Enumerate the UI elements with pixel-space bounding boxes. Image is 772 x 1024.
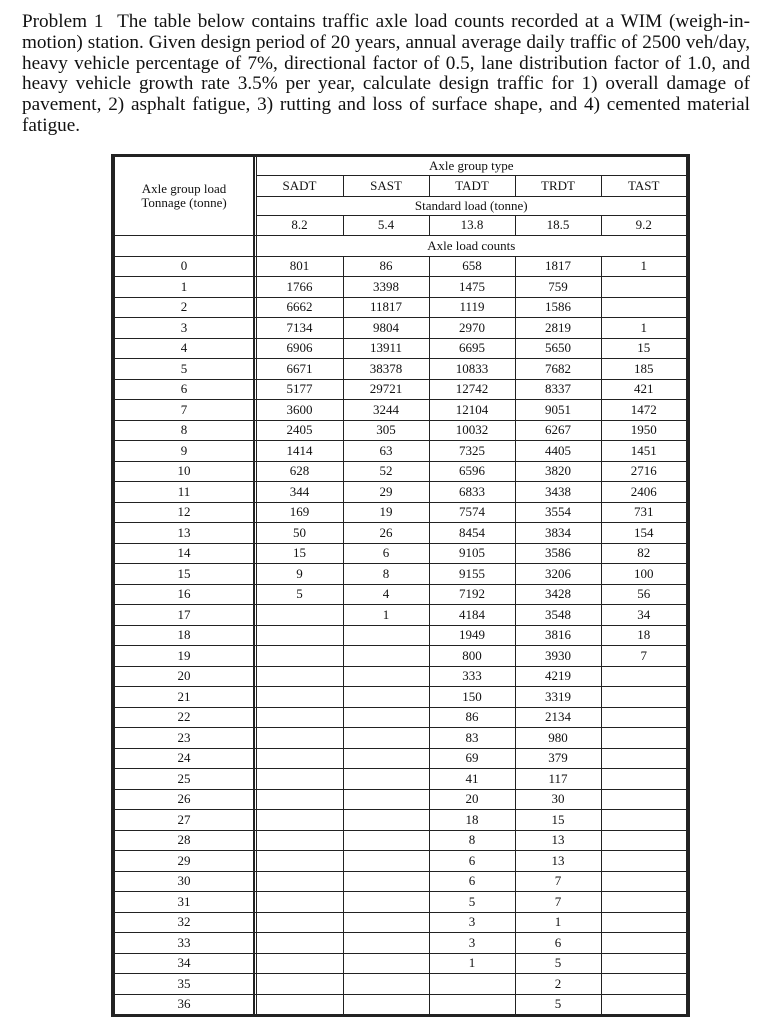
table-row — [114, 338, 687, 359]
count-cell-tadt: 8454 — [429, 523, 515, 544]
load-cell: 21 — [114, 687, 254, 708]
count-cell-trdt: 980 — [515, 728, 601, 749]
count-cell-sast: 4 — [343, 584, 429, 605]
column-header-sast: SAST — [343, 176, 429, 197]
count-cell-tadt: 6833 — [429, 482, 515, 503]
count-cell-trdt: 5 — [515, 953, 601, 974]
table-row — [114, 256, 687, 277]
count-cell-tadt: 1949 — [429, 625, 515, 646]
count-cell-sast — [343, 851, 429, 872]
count-cell-tast: 56 — [601, 584, 687, 605]
count-cell-tadt: 69 — [429, 748, 515, 769]
count-cell-tast — [601, 789, 687, 810]
count-cell-sast: 3244 — [343, 400, 429, 421]
load-cell: 9 — [114, 441, 254, 462]
load-cell: 18 — [114, 625, 254, 646]
count-cell-sadt — [256, 892, 343, 913]
count-cell-sast — [343, 748, 429, 769]
standard-load-sadt: 8.2 — [256, 215, 343, 236]
column-header-sadt: SADT — [256, 176, 343, 197]
count-cell-trdt: 2 — [515, 974, 601, 995]
empty-cell — [114, 236, 254, 257]
count-cell-tast: 421 — [601, 379, 687, 400]
count-cell-tadt: 12742 — [429, 379, 515, 400]
table-row — [114, 871, 687, 892]
count-cell-sast: 29 — [343, 482, 429, 503]
count-cell-sast: 63 — [343, 441, 429, 462]
count-cell-trdt: 3438 — [515, 482, 601, 503]
count-cell-trdt: 1 — [515, 912, 601, 933]
count-cell-tast — [601, 810, 687, 831]
count-cell-sadt: 801 — [256, 256, 343, 277]
count-cell-tast: 15 — [601, 338, 687, 359]
header-row-group-type — [114, 157, 687, 176]
count-cell-sadt — [256, 953, 343, 974]
count-cell-trdt: 30 — [515, 789, 601, 810]
count-cell-sadt: 344 — [256, 482, 343, 503]
count-cell-tadt: 7574 — [429, 502, 515, 523]
table-row — [114, 994, 687, 1015]
count-cell-trdt: 15 — [515, 810, 601, 831]
count-cell-trdt: 3206 — [515, 564, 601, 585]
count-cell-tast — [601, 871, 687, 892]
group-type-title: Axle group type — [256, 157, 687, 176]
load-cell: 29 — [114, 851, 254, 872]
count-cell-tadt: 1475 — [429, 277, 515, 298]
count-cell-trdt: 117 — [515, 769, 601, 790]
load-cell: 10 — [114, 461, 254, 482]
count-cell-trdt: 379 — [515, 748, 601, 769]
count-cell-trdt: 9051 — [515, 400, 601, 421]
table-row — [114, 953, 687, 974]
count-cell-sast: 11817 — [343, 297, 429, 318]
load-cell: 36 — [114, 994, 254, 1015]
table-row — [114, 297, 687, 318]
count-cell-tast — [601, 974, 687, 995]
count-cell-tadt: 10833 — [429, 359, 515, 380]
count-cell-sast — [343, 974, 429, 995]
load-cell: 24 — [114, 748, 254, 769]
table-row — [114, 830, 687, 851]
load-cell: 22 — [114, 707, 254, 728]
count-cell-tadt: 8 — [429, 830, 515, 851]
count-cell-trdt: 4219 — [515, 666, 601, 687]
count-cell-sadt: 9 — [256, 564, 343, 585]
table-row — [114, 789, 687, 810]
load-cell: 1 — [114, 277, 254, 298]
table-row — [114, 441, 687, 462]
count-cell-trdt: 3930 — [515, 646, 601, 667]
count-cell-trdt: 3820 — [515, 461, 601, 482]
count-cell-trdt: 13 — [515, 830, 601, 851]
problem-label: Problem 1 — [22, 11, 104, 32]
load-cell: 25 — [114, 769, 254, 790]
count-cell-trdt: 7682 — [515, 359, 601, 380]
count-cell-sadt — [256, 646, 343, 667]
count-cell-sadt: 50 — [256, 523, 343, 544]
count-cell-sadt — [256, 974, 343, 995]
standard-load-tast: 9.2 — [601, 215, 687, 236]
count-cell-tast: 154 — [601, 523, 687, 544]
load-cell: 23 — [114, 728, 254, 749]
table-row — [114, 728, 687, 749]
count-cell-tast — [601, 830, 687, 851]
count-cell-tast — [601, 728, 687, 749]
load-cell: 8 — [114, 420, 254, 441]
count-cell-sadt — [256, 707, 343, 728]
count-cell-sadt: 1414 — [256, 441, 343, 462]
table-row — [114, 666, 687, 687]
count-cell-tadt: 6596 — [429, 461, 515, 482]
count-cell-tast — [601, 769, 687, 790]
count-cell-sadt: 7134 — [256, 318, 343, 339]
table-row — [114, 277, 687, 298]
count-cell-sadt: 628 — [256, 461, 343, 482]
count-cell-tadt: 41 — [429, 769, 515, 790]
count-cell-sast: 6 — [343, 543, 429, 564]
count-cell-sast: 19 — [343, 502, 429, 523]
load-cell: 20 — [114, 666, 254, 687]
count-cell-sast — [343, 892, 429, 913]
table-row — [114, 461, 687, 482]
count-cell-tast: 82 — [601, 543, 687, 564]
load-cell: 32 — [114, 912, 254, 933]
standard-load-title: Standard load (tonne) — [256, 196, 687, 215]
table-row — [114, 892, 687, 913]
count-cell-tadt: 20 — [429, 789, 515, 810]
count-cell-trdt: 6 — [515, 933, 601, 954]
table-body — [114, 157, 687, 1015]
table-row — [114, 810, 687, 831]
table-row — [114, 912, 687, 933]
table-row — [114, 564, 687, 585]
count-cell-tadt: 7192 — [429, 584, 515, 605]
axle-load-table — [113, 156, 688, 1015]
count-cell-tadt: 4184 — [429, 605, 515, 626]
load-cell: 3 — [114, 318, 254, 339]
count-cell-sast — [343, 666, 429, 687]
count-cell-sadt — [256, 912, 343, 933]
load-cell: 34 — [114, 953, 254, 974]
count-cell-trdt: 13 — [515, 851, 601, 872]
table-row — [114, 707, 687, 728]
load-cell: 2 — [114, 297, 254, 318]
table-row — [114, 933, 687, 954]
count-cell-tast: 1 — [601, 318, 687, 339]
load-cell: 33 — [114, 933, 254, 954]
count-cell-sadt: 5 — [256, 584, 343, 605]
count-cell-tadt: 83 — [429, 728, 515, 749]
count-cell-trdt: 7 — [515, 892, 601, 913]
count-cell-tadt: 18 — [429, 810, 515, 831]
count-cell-sadt — [256, 687, 343, 708]
row-header-cell — [114, 157, 254, 236]
table-row — [114, 974, 687, 995]
count-cell-sast — [343, 687, 429, 708]
load-cell: 28 — [114, 830, 254, 851]
count-cell-tadt: 5 — [429, 892, 515, 913]
table-row — [114, 543, 687, 564]
count-cell-sast — [343, 953, 429, 974]
count-cell-sast: 13911 — [343, 338, 429, 359]
count-cell-tadt: 12104 — [429, 400, 515, 421]
count-cell-sadt — [256, 769, 343, 790]
load-cell: 7 — [114, 400, 254, 421]
load-cell: 5 — [114, 359, 254, 380]
problem-statement — [22, 12, 750, 137]
count-cell-sadt: 6662 — [256, 297, 343, 318]
count-cell-tast — [601, 994, 687, 1015]
count-cell-tast: 1451 — [601, 441, 687, 462]
count-cell-trdt: 3816 — [515, 625, 601, 646]
header-row-counts-title — [114, 236, 687, 257]
count-cell-sadt — [256, 605, 343, 626]
count-cell-tast — [601, 851, 687, 872]
count-cell-sadt — [256, 810, 343, 831]
load-cell: 4 — [114, 338, 254, 359]
count-cell-trdt: 3834 — [515, 523, 601, 544]
count-cell-sadt — [256, 789, 343, 810]
table-row — [114, 625, 687, 646]
count-cell-trdt: 2819 — [515, 318, 601, 339]
count-cell-sadt — [256, 666, 343, 687]
table-row — [114, 420, 687, 441]
counts-title: Axle load counts — [256, 236, 687, 257]
count-cell-tadt: 658 — [429, 256, 515, 277]
load-cell: 31 — [114, 892, 254, 913]
count-cell-tadt — [429, 994, 515, 1015]
load-cell: 12 — [114, 502, 254, 523]
count-cell-trdt: 1817 — [515, 256, 601, 277]
count-cell-tast: 1 — [601, 256, 687, 277]
count-cell-sast: 52 — [343, 461, 429, 482]
count-cell-sadt — [256, 933, 343, 954]
count-cell-tast — [601, 687, 687, 708]
count-cell-sast — [343, 810, 429, 831]
standard-load-tadt: 13.8 — [429, 215, 515, 236]
count-cell-tadt: 2970 — [429, 318, 515, 339]
count-cell-tadt: 1119 — [429, 297, 515, 318]
load-cell: 30 — [114, 871, 254, 892]
count-cell-tadt: 6 — [429, 851, 515, 872]
count-cell-tast: 18 — [601, 625, 687, 646]
count-cell-trdt: 3428 — [515, 584, 601, 605]
count-cell-trdt: 3554 — [515, 502, 601, 523]
table-row — [114, 400, 687, 421]
load-cell: 11 — [114, 482, 254, 503]
row-header-line2: Tonnage (tonne) — [141, 195, 227, 210]
table-row — [114, 502, 687, 523]
count-cell-trdt: 759 — [515, 277, 601, 298]
standard-load-trdt: 18.5 — [515, 215, 601, 236]
count-cell-trdt: 8337 — [515, 379, 601, 400]
count-cell-sadt — [256, 728, 343, 749]
count-cell-trdt: 2134 — [515, 707, 601, 728]
count-cell-tast — [601, 912, 687, 933]
count-cell-sadt — [256, 625, 343, 646]
count-cell-tadt: 6 — [429, 871, 515, 892]
column-header-trdt: TRDT — [515, 176, 601, 197]
count-cell-trdt: 5 — [515, 994, 601, 1015]
load-cell: 13 — [114, 523, 254, 544]
count-cell-tadt: 800 — [429, 646, 515, 667]
count-cell-tadt: 7325 — [429, 441, 515, 462]
load-cell: 19 — [114, 646, 254, 667]
table-row — [114, 769, 687, 790]
count-cell-sast: 86 — [343, 256, 429, 277]
count-cell-sadt: 2405 — [256, 420, 343, 441]
count-cell-sadt — [256, 830, 343, 851]
count-cell-sadt: 169 — [256, 502, 343, 523]
count-cell-tast — [601, 666, 687, 687]
count-cell-tadt: 3 — [429, 912, 515, 933]
load-cell: 27 — [114, 810, 254, 831]
load-cell: 26 — [114, 789, 254, 810]
table-row — [114, 379, 687, 400]
count-cell-tast — [601, 953, 687, 974]
count-cell-trdt: 7 — [515, 871, 601, 892]
count-cell-sadt — [256, 871, 343, 892]
count-cell-tast: 34 — [601, 605, 687, 626]
count-cell-tast — [601, 297, 687, 318]
load-cell: 15 — [114, 564, 254, 585]
count-cell-sast — [343, 646, 429, 667]
table-row — [114, 318, 687, 339]
problem-text: The table below contains traffic axle load counts recorded at a WIM (weigh-in-motion) station. Given design period of 20 years, annual average daily traffic of 2500 veh/day, heavy vehicle percentage of 7%, directional factor of 0.5, lane distribution factor of 1.0, and heavy vehicle growth rate 3.5% per year, calculate design traffic for 1) overall damage of pavement, 2) asphalt fatigue, 3) rutting and loss of surface shape, and 4) cemented material fatigue. — [22, 11, 751, 136]
table-row — [114, 482, 687, 503]
count-cell-sast — [343, 625, 429, 646]
table-row — [114, 646, 687, 667]
standard-load-sast: 5.4 — [343, 215, 429, 236]
count-cell-sadt: 6671 — [256, 359, 343, 380]
table-row — [114, 851, 687, 872]
load-cell: 0 — [114, 256, 254, 277]
count-cell-sast — [343, 728, 429, 749]
count-cell-sast — [343, 830, 429, 851]
count-cell-tadt: 86 — [429, 707, 515, 728]
count-cell-tadt: 1 — [429, 953, 515, 974]
count-cell-sast — [343, 707, 429, 728]
load-cell: 14 — [114, 543, 254, 564]
count-cell-tadt: 10032 — [429, 420, 515, 441]
column-header-tast: TAST — [601, 176, 687, 197]
count-cell-sadt — [256, 748, 343, 769]
count-cell-tast — [601, 933, 687, 954]
count-cell-tadt: 6695 — [429, 338, 515, 359]
count-cell-sadt — [256, 994, 343, 1015]
count-cell-tadt: 333 — [429, 666, 515, 687]
count-cell-sadt — [256, 851, 343, 872]
count-cell-tast — [601, 748, 687, 769]
count-cell-sast: 29721 — [343, 379, 429, 400]
count-cell-tadt — [429, 974, 515, 995]
count-cell-trdt: 1586 — [515, 297, 601, 318]
count-cell-sadt: 15 — [256, 543, 343, 564]
count-cell-trdt: 3586 — [515, 543, 601, 564]
count-cell-tadt: 9105 — [429, 543, 515, 564]
count-cell-tast: 2716 — [601, 461, 687, 482]
count-cell-tadt: 150 — [429, 687, 515, 708]
count-cell-sast: 9804 — [343, 318, 429, 339]
count-cell-sast: 26 — [343, 523, 429, 544]
load-cell: 16 — [114, 584, 254, 605]
count-cell-sadt: 3600 — [256, 400, 343, 421]
count-cell-sast — [343, 871, 429, 892]
count-cell-sast: 3398 — [343, 277, 429, 298]
count-cell-tast: 2406 — [601, 482, 687, 503]
count-cell-sast — [343, 912, 429, 933]
count-cell-sast: 305 — [343, 420, 429, 441]
row-header-line1: Axle group load — [141, 181, 227, 196]
count-cell-tast — [601, 277, 687, 298]
count-cell-sast — [343, 769, 429, 790]
count-cell-tast: 185 — [601, 359, 687, 380]
count-cell-sadt: 5177 — [256, 379, 343, 400]
load-cell: 6 — [114, 379, 254, 400]
count-cell-tast: 1950 — [601, 420, 687, 441]
count-cell-tast: 7 — [601, 646, 687, 667]
count-cell-tast: 1472 — [601, 400, 687, 421]
count-cell-sadt: 6906 — [256, 338, 343, 359]
table-row — [114, 687, 687, 708]
column-header-tadt: TADT — [429, 176, 515, 197]
count-cell-tadt: 9155 — [429, 564, 515, 585]
count-cell-tast: 731 — [601, 502, 687, 523]
table-row — [114, 748, 687, 769]
table-row — [114, 523, 687, 544]
count-cell-trdt: 6267 — [515, 420, 601, 441]
count-cell-sast — [343, 789, 429, 810]
count-cell-sast: 1 — [343, 605, 429, 626]
count-cell-sast — [343, 994, 429, 1015]
count-cell-sast: 38378 — [343, 359, 429, 380]
load-cell: 17 — [114, 605, 254, 626]
count-cell-trdt: 3319 — [515, 687, 601, 708]
count-cell-tast: 100 — [601, 564, 687, 585]
count-cell-trdt: 4405 — [515, 441, 601, 462]
load-cell: 35 — [114, 974, 254, 995]
table-row — [114, 584, 687, 605]
count-cell-tast — [601, 707, 687, 728]
count-cell-tast — [601, 892, 687, 913]
count-cell-sast: 8 — [343, 564, 429, 585]
count-cell-sast — [343, 933, 429, 954]
count-cell-trdt: 5650 — [515, 338, 601, 359]
count-cell-trdt: 3548 — [515, 605, 601, 626]
table-row — [114, 359, 687, 380]
table-row — [114, 605, 687, 626]
count-cell-tadt: 3 — [429, 933, 515, 954]
count-cell-sadt: 1766 — [256, 277, 343, 298]
